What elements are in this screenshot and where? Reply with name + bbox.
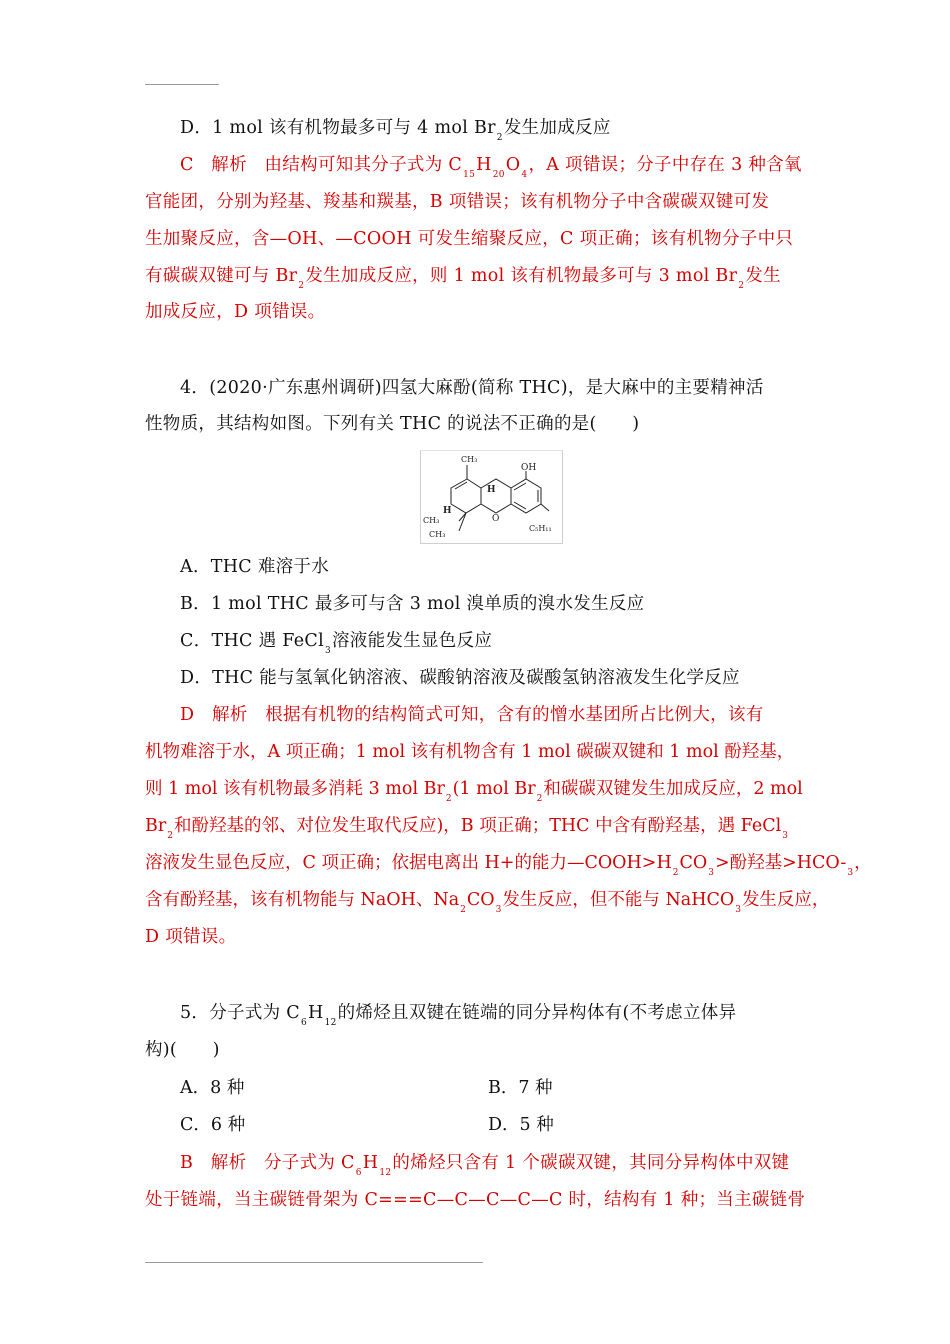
bottom-rule xyxy=(145,1262,483,1263)
q3-option-d xyxy=(180,116,611,143)
q5-option-d: D．5 种 xyxy=(488,1115,554,1135)
subscript: 3 xyxy=(735,905,741,915)
q4-explanation-line-7: D 项错误。 xyxy=(145,927,237,947)
q4-option-a: A．THC 难溶于水 xyxy=(180,557,330,577)
subscript: 20 xyxy=(492,170,505,180)
analysis-label: 解析 xyxy=(211,705,248,725)
c5h11-label: C₅H₁₁ xyxy=(529,524,552,533)
q3-explanation-line-3: 生加聚反应，含—OH、—COOH 可发生缩聚反应，C 项正确；该有机物分子中只 xyxy=(145,229,794,249)
answer-letter: D xyxy=(180,705,195,725)
subscript: 15 xyxy=(463,170,476,180)
text-run: 发生加成反应，则 1 mol 该有机物最多可与 3 mol Br xyxy=(305,266,738,286)
subscript: 2 xyxy=(460,905,466,915)
subscript: 3 xyxy=(324,646,331,656)
text-run: CO xyxy=(466,890,495,910)
text-run: 根据有机物的结构简式可知，含有的憎水基团所占比例大，该有 xyxy=(265,705,764,725)
thc-structure-figure xyxy=(420,450,563,544)
text-run: 含有酚羟基，该有机物能与 NaOH、Na xyxy=(145,890,460,910)
q4-stem-line-1: 4．(2020·广东惠州调研)四氢大麻酚(简称 THC)，是大麻中的主要精神活 xyxy=(180,378,764,398)
text-run: 由结构可知其分子式为 C xyxy=(264,155,463,175)
q4-explanation-line-6 xyxy=(145,888,829,915)
subscript: 2 xyxy=(298,281,305,291)
text-run: CO xyxy=(679,853,708,873)
text-run: 的烯烃且双键在链端的同分异构体有(不考虑立体异 xyxy=(337,1003,737,1023)
q4-option-b: B．1 mol THC 最多可与含 3 mol 溴单质的溴水发生反应 xyxy=(180,594,645,614)
text-run: 和酚羟基的邻、对位发生取代反应)，B 项正确；THC 中含有酚羟基，遇 FeCl xyxy=(173,816,782,836)
oh-label: OH xyxy=(521,463,537,473)
top-rule xyxy=(145,84,219,85)
q5-option-a: A．8 种 xyxy=(180,1078,245,1098)
text-run: H xyxy=(362,1153,379,1173)
subscript: 2 xyxy=(167,831,173,841)
subscript: 2 xyxy=(672,868,679,878)
subscript: 2 xyxy=(445,794,452,804)
text-run: 溶液发生显色反应，C 项正确；依据电离出 H+的能力—COOH>H xyxy=(145,853,672,873)
text-run: C．THC 遇 FeCl xyxy=(180,631,324,651)
ch3-left-label-2: CH₃ xyxy=(429,530,446,539)
text-run: >酚羟基>HCO- xyxy=(714,853,847,873)
q4-explanation-line-2: 机物难溶于水，A 项正确；1 mol 该有机物含有 1 mol 碳碳双键和 1 mol 酚羟基， xyxy=(145,742,795,762)
q4-explanation-line-1 xyxy=(180,703,764,727)
text-run: 发生反应，但不能与 NaHCO xyxy=(502,890,735,910)
subscript: 12 xyxy=(324,1018,337,1028)
subscript: 2 xyxy=(738,281,745,291)
subscript: 3 xyxy=(847,868,854,878)
text-run: 的烯烃只含有 1 个碳碳双键，其同分异构体中双键 xyxy=(392,1153,790,1173)
text-run: H xyxy=(476,155,492,175)
subscript: 3 xyxy=(708,868,714,878)
text-run: 发生 xyxy=(745,266,781,286)
ch3-left-label-1: CH₃ xyxy=(423,516,440,525)
q4-option-c xyxy=(180,629,492,656)
text-run: 溶液能发生显色反应 xyxy=(332,631,493,651)
q3-explanation-line-1 xyxy=(180,153,802,180)
text-run: 和碳碳双键发生加成反应，2 mol xyxy=(543,779,803,799)
text-run: (1 mol Br xyxy=(452,779,536,799)
subscript: 6 xyxy=(355,1168,362,1178)
answer-letter: B xyxy=(180,1153,194,1173)
q5-option-c: C．6 种 xyxy=(180,1115,246,1135)
subscript: 4 xyxy=(521,170,528,180)
q4-explanation-line-5 xyxy=(145,851,872,878)
text-run: 有碳碳双键可与 Br xyxy=(145,266,298,286)
analysis-label: 解析 xyxy=(211,155,247,175)
subscript: 3 xyxy=(782,831,788,841)
q4-explanation-line-4 xyxy=(145,814,789,841)
h-left-label: H xyxy=(443,506,452,516)
q5-explanation-line-1 xyxy=(180,1151,789,1178)
q4-stem-line-2: 性物质，其结构如图。下列有关 THC 的说法不正确的是( ) xyxy=(145,414,640,434)
q5-explanation-line-2: 处于链端，当主碳链骨架为 C===C—C—C—C—C 时，结构有 1 种；当主碳链骨 xyxy=(145,1190,806,1210)
subscript: 6 xyxy=(301,1018,308,1028)
q3-explanation-line-4 xyxy=(145,264,781,291)
text-run: 5．分子式为 C xyxy=(180,1003,300,1023)
text-run: ， xyxy=(854,853,872,873)
subscript: 2 xyxy=(536,794,543,804)
text-run: Br xyxy=(145,816,167,836)
text-run: O xyxy=(505,155,521,175)
q3-explanation-line-5: 加成反应，D 项错误。 xyxy=(145,302,326,322)
text-run: 发生反应， xyxy=(741,890,830,910)
o-label: O xyxy=(492,514,500,524)
analysis-label: 解析 xyxy=(210,1153,247,1173)
q5-stem-line-2: 构)( ) xyxy=(145,1040,220,1060)
subscript: 3 xyxy=(495,905,502,915)
text-run: H xyxy=(308,1003,324,1023)
q5-stem-line-1 xyxy=(180,1001,736,1028)
h-right-label: H xyxy=(487,485,496,495)
subscript: 12 xyxy=(379,1168,392,1178)
text-run: 则 1 mol 该有机物最多消耗 3 mol Br xyxy=(145,779,445,799)
ch3-top-label: CH₃ xyxy=(461,455,478,464)
q3-option-d-text: D．1 mol 该有机物最多可与 4 mol Br xyxy=(180,118,496,138)
subscript: 2 xyxy=(496,133,503,143)
text-run: 分子式为 C xyxy=(263,1153,355,1173)
q4-explanation-line-3 xyxy=(145,777,803,804)
q3-explanation-line-2: 官能团，分别为羟基、羧基和羰基，B 项错误；该有机物分子中含碳碳双键可发 xyxy=(145,192,770,212)
q5-option-b: B．7 种 xyxy=(488,1078,553,1098)
q3-option-d-end: 发生加成反应 xyxy=(503,118,611,138)
text-run: ，A 项错误；分子中存在 3 种含氧 xyxy=(528,155,802,175)
answer-letter: C xyxy=(180,155,194,175)
thc-structure-svg xyxy=(421,451,562,543)
q4-option-d: D．THC 能与氢氧化钠溶液、碳酸钠溶液及碳酸氢钠溶液发生化学反应 xyxy=(180,668,740,688)
